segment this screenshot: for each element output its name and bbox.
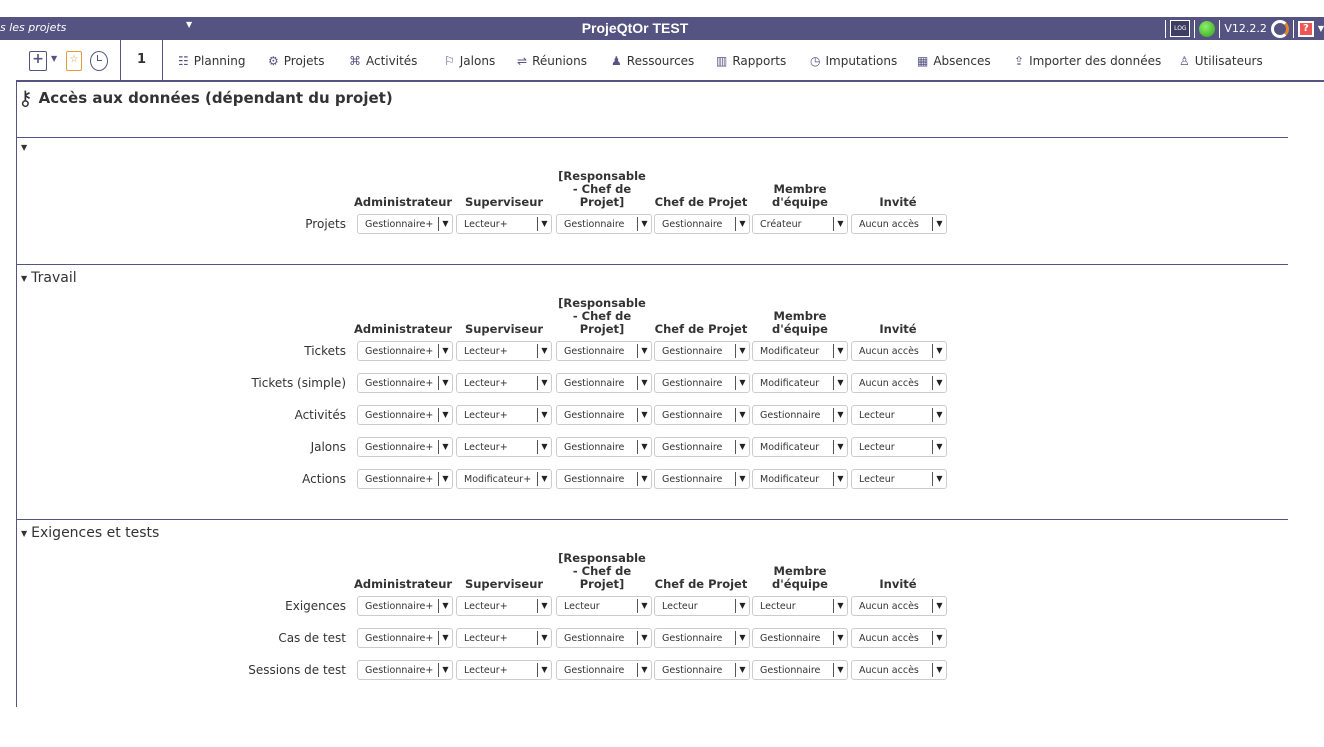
users-icon: ♙ [1179,54,1190,68]
select-value: Gestionnaire [662,346,723,357]
access-level-select[interactable] [456,628,552,648]
access-level-select[interactable] [654,214,750,234]
select-value: Lecteur+ [464,346,508,357]
access-level-select[interactable] [357,596,453,616]
access-level-select[interactable] [654,596,750,616]
select-value: Gestionnaire [564,378,625,389]
planning-icon: ☷ [178,54,189,68]
access-level-select[interactable] [851,469,947,489]
select-value: Gestionnaire [564,410,625,421]
select-value: Modificateur+ [464,474,532,485]
access-level-select[interactable] [357,437,453,457]
section-divider [17,264,1288,265]
dropdown-arrow-icon[interactable]: ▼ [537,376,551,390]
divider [1165,20,1166,38]
select-value: Aucun accès [859,633,919,644]
column-header: [Responsable - Chef de Projet] [558,551,646,591]
menu-item-label: Absences [933,54,991,68]
select-value: Créateur [760,219,802,230]
dropdown-arrow-icon[interactable]: ▼ [438,217,452,231]
column-header: Invité [879,322,917,336]
access-level-select[interactable] [357,628,453,648]
dropdown-arrow-icon[interactable]: ▼ [932,631,946,645]
column-header: Administrateur [353,195,453,209]
select-value: Gestionnaire [662,442,723,453]
row-label: Projets [305,217,346,231]
menu-item-rapports[interactable] [716,54,786,68]
dropdown-arrow-icon[interactable]: ▼ [537,344,551,358]
select-value: Lecteur+ [464,601,508,612]
access-level-select[interactable] [357,341,453,361]
section-divider [17,137,1288,138]
dropdown-arrow-icon[interactable]: ▼ [735,408,749,422]
access-level-select[interactable] [456,214,552,234]
access-level-select[interactable] [357,373,453,393]
select-value: Gestionnaire [564,474,625,485]
section-title: Exigences et tests [31,525,160,541]
select-value: Aucun accès [859,219,919,230]
menu-item-label: Activités [366,54,418,68]
select-value: Lecteur+ [464,219,508,230]
select-value: Gestionnaire+ [365,378,434,389]
dropdown-arrow-icon[interactable]: ▼ [932,217,946,231]
access-level-select[interactable] [752,214,848,234]
select-value: Gestionnaire [564,633,625,644]
divider [120,40,121,80]
access-level-select[interactable] [851,405,947,425]
select-value: Gestionnaire [662,219,723,230]
dropdown-arrow-icon[interactable]: ▼ [735,631,749,645]
select-value: Lecteur+ [464,410,508,421]
select-value: Lecteur [760,601,796,612]
section-header[interactable] [21,143,31,152]
project-selector-caret-icon[interactable]: ▼ [186,20,193,29]
access-level-select[interactable] [851,437,947,457]
access-level-select[interactable] [851,341,947,361]
row-label: Sessions de test [248,663,346,677]
access-level-select[interactable] [456,469,552,489]
projects-icon: ⚙ [268,54,279,68]
dropdown-arrow-icon[interactable]: ▼ [637,599,651,613]
access-level-select[interactable] [851,628,947,648]
access-level-select[interactable] [752,373,848,393]
access-level-select[interactable] [752,596,848,616]
resources-icon: ♟ [611,54,622,68]
row-label: Tickets (simple) [251,376,346,390]
dropdown-arrow-icon[interactable]: ▼ [833,663,847,677]
access-level-select[interactable] [851,660,947,680]
dropdown-arrow-icon[interactable]: ▼ [438,440,452,454]
row-label: Exigences [285,599,346,613]
meetings-icon: ⇌ [517,54,528,68]
absences-icon: ▦ [917,54,929,68]
select-value: Gestionnaire+ [365,601,434,612]
row-label: Cas de test [278,631,346,645]
select-value: Modificateur [760,474,820,485]
access-level-select[interactable] [556,469,652,489]
select-value: Gestionnaire [662,378,723,389]
dropdown-arrow-icon[interactable]: ▼ [735,344,749,358]
access-level-select[interactable] [556,341,652,361]
select-value: Aucun accès [859,601,919,612]
menu-item-import[interactable] [1014,54,1161,68]
dropdown-arrow-icon[interactable]: ▼ [735,440,749,454]
row-label: Tickets [304,344,346,358]
dropdown-arrow-icon[interactable]: ▼ [932,408,946,422]
reports-icon: ▥ [716,54,728,68]
select-value: Gestionnaire+ [365,410,434,421]
select-value: Aucun accès [859,665,919,676]
access-level-select[interactable] [654,660,750,680]
section-title: Travail [31,270,77,286]
menu-item-label: Projets [283,54,325,68]
select-value: Lecteur [662,601,698,612]
access-level-select[interactable] [654,405,750,425]
access-level-select[interactable] [654,469,750,489]
access-level-select[interactable] [556,214,652,234]
collapse-caret-icon[interactable]: ▼ [21,143,28,152]
access-level-select[interactable] [654,437,750,457]
dropdown-arrow-icon[interactable]: ▼ [735,663,749,677]
dropdown-arrow-icon[interactable]: ▼ [438,408,452,422]
bookmark-icon[interactable]: ☆ [66,51,82,71]
menu-item-label: Jalons [459,54,496,68]
select-value: Lecteur [859,442,895,453]
column-header: Chef de Projet [654,322,748,336]
menu-item-absences[interactable] [917,54,991,68]
access-level-select[interactable] [556,660,652,680]
access-level-select[interactable] [752,341,848,361]
select-value: Lecteur+ [464,378,508,389]
menu-item-utilisateurs[interactable] [1179,54,1263,68]
page-header [18,86,393,110]
row-label: Activités [294,408,346,422]
dropdown-arrow-icon[interactable]: ▼ [833,599,847,613]
select-value: Gestionnaire [760,410,821,421]
dropdown-arrow-icon[interactable]: ▼ [537,599,551,613]
menu-item-label: Ressources [626,54,695,68]
dropdown-arrow-icon[interactable]: ▼ [637,472,651,486]
access-level-select[interactable] [752,405,848,425]
dropdown-arrow-icon[interactable]: ▼ [637,376,651,390]
menu-item-label: Importer des données [1029,54,1162,68]
column-header: Membre d'équipe [772,182,828,209]
row-label: Actions [302,472,346,486]
select-value: Gestionnaire+ [365,442,434,453]
dropdown-arrow-icon[interactable]: ▼ [438,376,452,390]
menu-item-reunions[interactable] [517,54,587,68]
log-icon[interactable]: LOG [1170,20,1190,37]
column-header: [Responsable - Chef de Projet] [558,169,646,209]
version-label: V12.2.2 [1224,22,1267,35]
access-level-select[interactable] [556,373,652,393]
add-icon[interactable]: + [29,51,47,71]
dropdown-arrow-icon[interactable]: ▼ [537,217,551,231]
chevron-down-icon[interactable]: ▼ [1317,24,1324,33]
section-header[interactable] [21,270,77,286]
select-value: Lecteur [859,474,895,485]
access-level-select[interactable] [456,373,552,393]
access-section [17,264,1288,511]
select-value: Lecteur+ [464,665,508,676]
select-value: Gestionnaire [662,410,723,421]
dropdown-arrow-icon[interactable]: ▼ [537,440,551,454]
dropdown-arrow-icon[interactable]: ▼ [735,599,749,613]
column-header: [Responsable - Chef de Projet] [558,296,646,336]
dropdown-arrow-icon[interactable]: ▼ [932,344,946,358]
column-header: Membre d'équipe [772,564,828,591]
menu-item-imputations[interactable] [810,54,897,68]
dropdown-arrow-icon[interactable]: ▼ [438,599,452,613]
column-header: Administrateur [353,577,453,591]
dropdown-arrow-icon[interactable]: ▼ [735,376,749,390]
select-value: Modificateur [760,378,820,389]
dropdown-arrow-icon[interactable]: ▼ [637,663,651,677]
select-value: Gestionnaire+ [365,665,434,676]
dropdown-arrow-icon[interactable]: ▼ [637,408,651,422]
divider [1293,20,1294,38]
column-header: Chef de Projet [654,577,748,591]
dropdown-arrow-icon[interactable]: ▼ [932,663,946,677]
access-level-select[interactable] [357,469,453,489]
select-value: Lecteur+ [464,442,508,453]
access-level-select[interactable] [357,660,453,680]
access-level-select[interactable] [752,628,848,648]
dropdown-arrow-icon[interactable]: ▼ [637,440,651,454]
refresh-icon[interactable] [1271,20,1289,38]
activities-icon: ⌘ [349,54,361,68]
column-header: Administrateur [353,322,453,336]
access-section [17,519,1288,702]
select-value: Gestionnaire+ [365,219,434,230]
dropdown-arrow-icon[interactable]: ▼ [833,344,847,358]
divider [162,40,163,80]
history-icon[interactable] [90,51,108,71]
menu-item-activites[interactable] [349,54,417,68]
select-value: Gestionnaire [662,474,723,485]
select-value: Gestionnaire [564,442,625,453]
divider [1194,20,1195,38]
select-value: Gestionnaire [760,633,821,644]
status-indicator-icon [1199,21,1215,37]
select-value: Gestionnaire+ [365,633,434,644]
dropdown-arrow-icon[interactable]: ▼ [637,631,651,645]
access-level-select[interactable] [357,214,453,234]
access-level-select[interactable] [752,660,848,680]
collapse-caret-icon[interactable]: ▼ [21,273,28,283]
import-icon: ⇪ [1014,54,1025,68]
dropdown-arrow-icon[interactable]: ▼ [537,663,551,677]
column-header: Superviseur [464,322,544,336]
dropdown-arrow-icon[interactable]: ▼ [932,599,946,613]
column-header: Membre d'équipe [772,309,828,336]
dropdown-arrow-icon[interactable]: ▼ [833,472,847,486]
access-level-select[interactable] [654,341,750,361]
divider [1219,20,1220,38]
menu-item-label: Réunions [532,54,587,68]
add-menu-caret-icon[interactable]: ▼ [51,54,58,63]
select-value: Lecteur+ [464,633,508,644]
select-value: Gestionnaire+ [365,474,434,485]
select-value: Lecteur [564,601,600,612]
dropdown-arrow-icon[interactable]: ▼ [833,631,847,645]
dropdown-arrow-icon[interactable]: ▼ [932,440,946,454]
select-value: Gestionnaire [662,665,723,676]
select-value: Lecteur [859,410,895,421]
access-level-select[interactable] [654,628,750,648]
section-divider [17,519,1288,520]
access-level-select[interactable] [851,596,947,616]
dropdown-arrow-icon[interactable]: ▼ [438,472,452,486]
access-level-select[interactable] [851,214,947,234]
menu-item-label: Utilisateurs [1194,54,1263,68]
column-header: Invité [879,195,917,209]
milestone-icon: ⚐ [444,54,455,68]
dropdown-arrow-icon[interactable]: ▼ [932,472,946,486]
dropdown-arrow-icon[interactable]: ▼ [637,344,651,358]
dropdown-arrow-icon[interactable]: ▼ [537,631,551,645]
menu-item-label: Imputations [825,54,898,68]
select-value: Gestionnaire [662,633,723,644]
dropdown-arrow-icon[interactable]: ▼ [438,344,452,358]
access-level-select[interactable] [556,628,652,648]
access-section [17,137,1288,256]
access-level-select[interactable] [456,437,552,457]
dropdown-arrow-icon[interactable]: ▼ [637,217,651,231]
app-title: ProjeQtOr TEST [581,20,689,36]
page-title: Accès aux données (dépendant du projet) [38,89,393,107]
select-value: Gestionnaire [564,346,625,357]
column-header: Superviseur [464,195,544,209]
dropdown-arrow-icon[interactable]: ▼ [537,408,551,422]
key-icon: ⚷ [18,86,33,110]
select-value: Modificateur [760,346,820,357]
access-level-select[interactable] [851,373,947,393]
menu-item-ressources[interactable] [611,54,694,68]
dropdown-arrow-icon[interactable]: ▼ [735,472,749,486]
select-value: Gestionnaire [564,219,625,230]
timesheet-icon: ◷ [810,54,821,68]
counter-badge[interactable]: 1 [137,52,147,67]
dropdown-arrow-icon[interactable]: ▼ [438,663,452,677]
select-value: Aucun accès [859,346,919,357]
row-label: Jalons [310,440,346,454]
select-value: Gestionnaire+ [365,346,434,357]
dropdown-arrow-icon[interactable]: ▼ [735,217,749,231]
dropdown-arrow-icon[interactable]: ▼ [833,217,847,231]
dropdown-arrow-icon[interactable]: ▼ [537,472,551,486]
dropdown-arrow-icon[interactable]: ▼ [833,408,847,422]
select-value: Gestionnaire [760,665,821,676]
dropdown-arrow-icon[interactable]: ▼ [833,376,847,390]
header-right-tools [1161,17,1324,40]
access-level-select[interactable] [357,405,453,425]
access-level-select[interactable] [654,373,750,393]
access-level-select[interactable] [752,437,848,457]
column-header: Superviseur [464,577,544,591]
access-level-select[interactable] [556,437,652,457]
section-header[interactable] [21,525,159,541]
menu-item-label: Planning [193,54,246,68]
access-level-select[interactable] [556,596,652,616]
access-level-select[interactable] [456,341,552,361]
collapse-caret-icon[interactable]: ▼ [21,528,28,538]
dropdown-arrow-icon[interactable]: ▼ [833,440,847,454]
access-level-select[interactable] [556,405,652,425]
select-value: Aucun accès [859,378,919,389]
project-selector[interactable]: s les projets [0,21,67,34]
top-header-bar [0,17,1324,40]
menu-item-label: Rapports [732,54,787,68]
access-level-select[interactable] [456,596,552,616]
menu-bar [16,40,1324,82]
dropdown-arrow-icon[interactable]: ▼ [932,376,946,390]
access-level-select[interactable] [456,660,552,680]
select-value: Gestionnaire [564,665,625,676]
access-level-select[interactable] [752,469,848,489]
select-value: Modificateur [760,442,820,453]
dropdown-arrow-icon[interactable]: ▼ [438,631,452,645]
column-header: Invité [879,577,917,591]
menu-item-projets[interactable] [268,54,324,68]
access-level-select[interactable] [456,405,552,425]
menu-item-planning[interactable] [178,54,245,68]
menu-item-jalons[interactable] [444,54,495,68]
help-icon[interactable]: ? [1298,21,1314,37]
column-header: Chef de Projet [654,195,748,209]
